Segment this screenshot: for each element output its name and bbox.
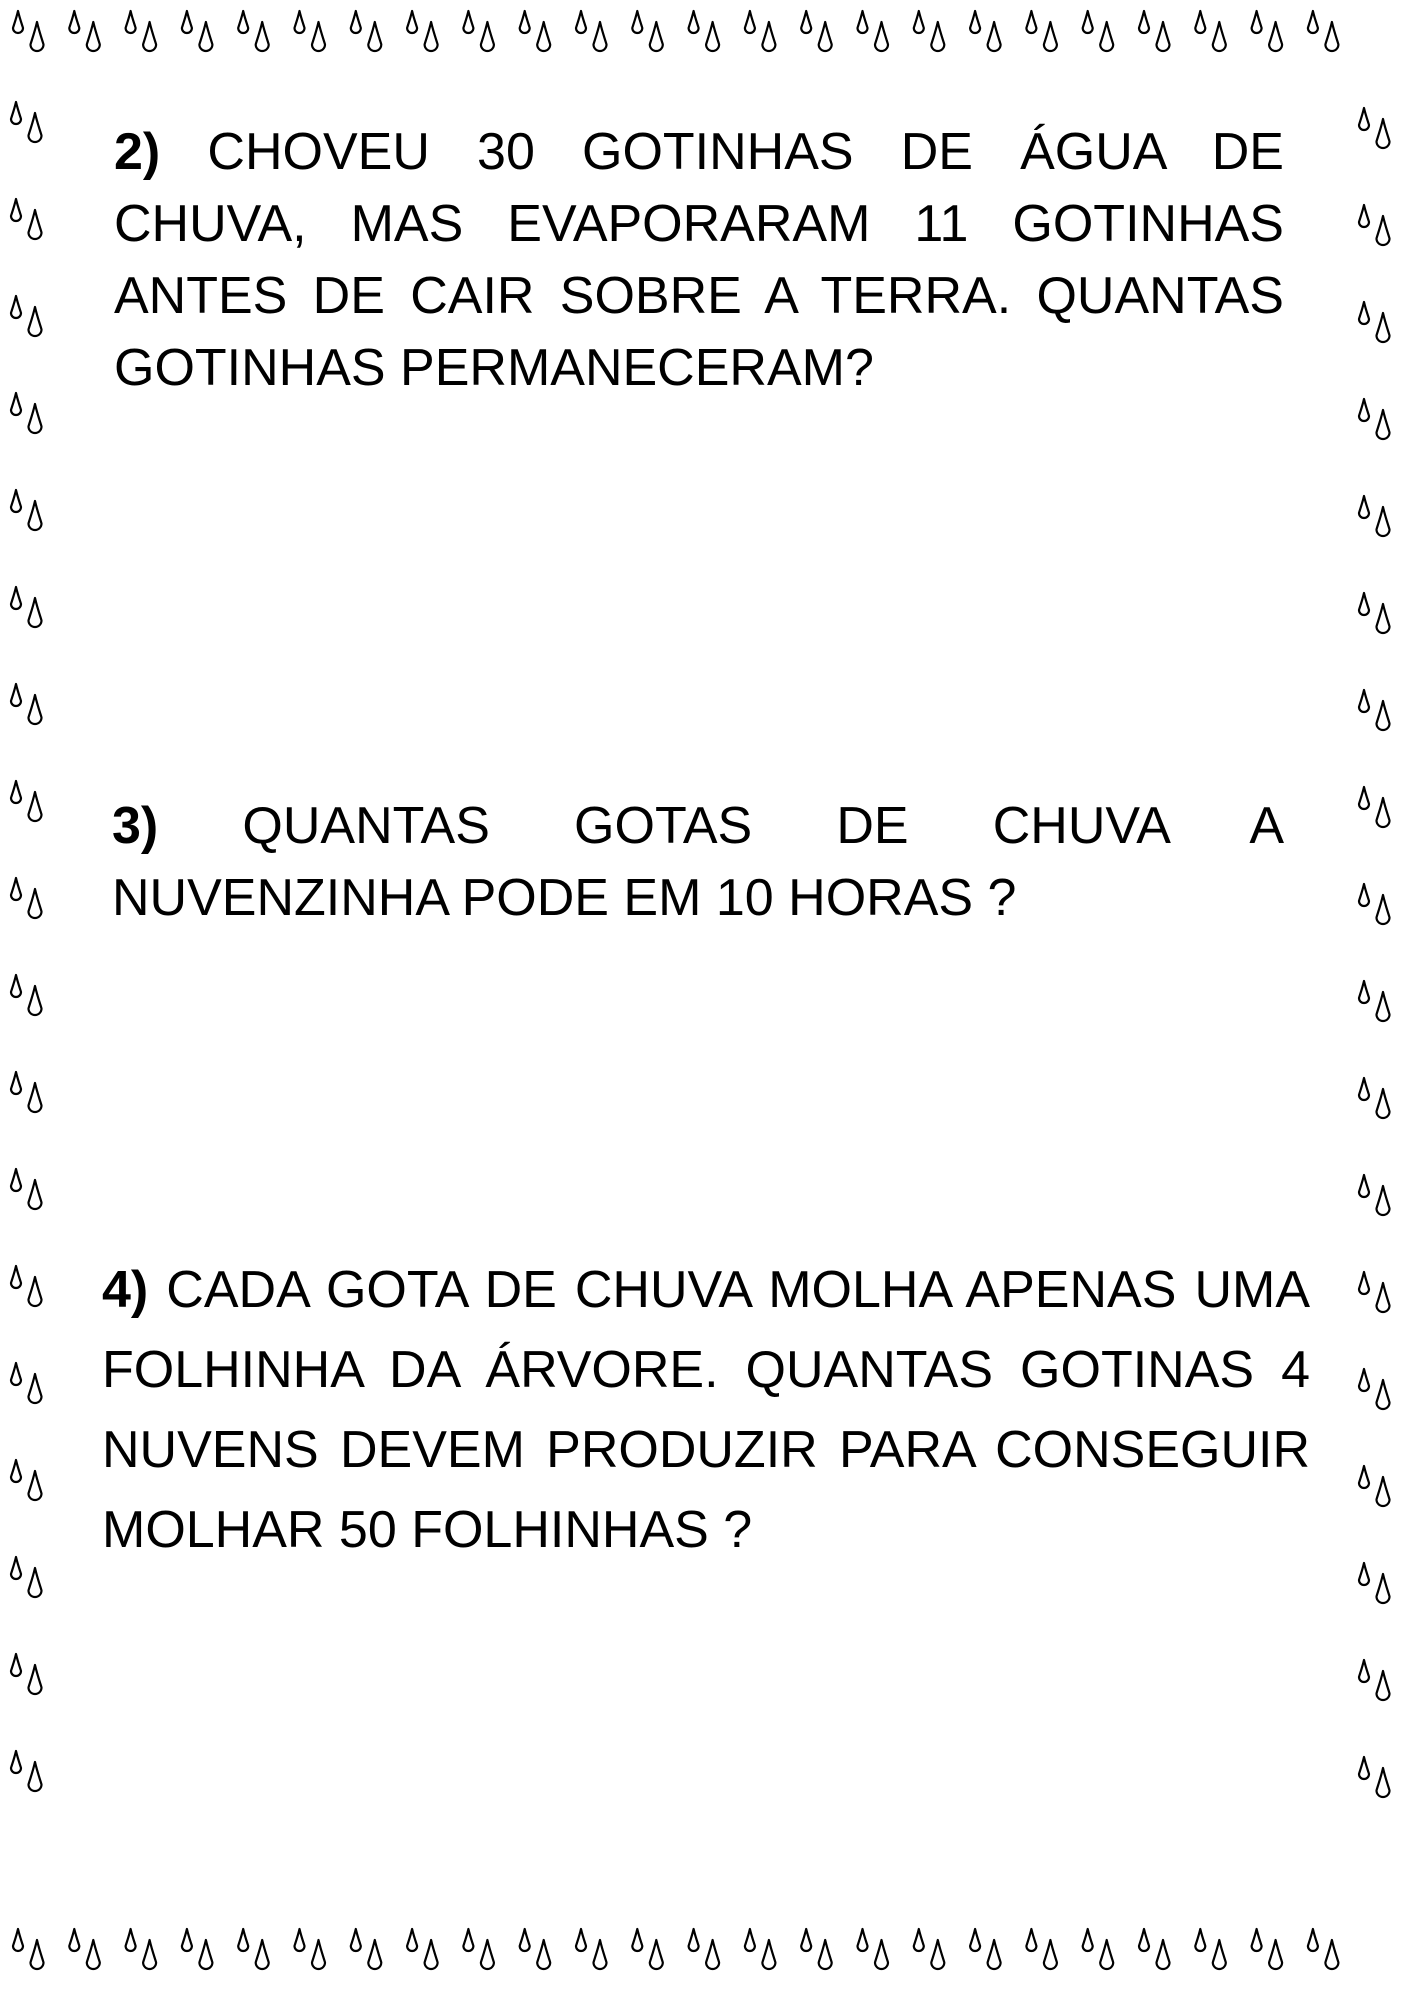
raindrop-pair-icon: [745, 1929, 776, 1969]
raindrop-pair-icon: [238, 11, 269, 51]
raindrop-pair-icon: [11, 296, 42, 336]
raindrop-pair-icon: [632, 11, 663, 51]
question-3: [112, 790, 1284, 934]
raindrop-pair-icon: [801, 1929, 832, 1969]
raindrop-pair-icon: [1359, 1563, 1390, 1603]
raindrop-pair-icon: [576, 11, 607, 51]
raindrop-pair-icon: [1359, 302, 1390, 342]
raindrop-pair-icon: [1359, 787, 1390, 827]
question-2-number: 2): [114, 123, 161, 181]
raindrop-pair-icon: [1026, 11, 1057, 51]
raindrop-pair-icon: [11, 975, 42, 1015]
raindrop-pair-icon: [13, 1929, 44, 1969]
raindrop-pair-icon: [351, 1929, 382, 1969]
raindrop-pair-icon: [1252, 11, 1283, 51]
raindrop-pair-icon: [11, 1266, 42, 1306]
raindrop-pair-icon: [1195, 1929, 1226, 1969]
raindrop-pair-icon: [970, 11, 1001, 51]
raindrop-pair-icon: [11, 781, 42, 821]
raindrop-pair-icon: [351, 11, 382, 51]
raindrop-pair-icon: [970, 1929, 1001, 1969]
raindrop-pair-icon: [11, 878, 42, 918]
raindrop-pair-icon: [1359, 1272, 1390, 1312]
question-4-text: CADA GOTA DE CHUVA MOLHA APENAS UMA FOLHINHA DA ÁRVORE. QUANTAS GOTINAS 4 NUVENS DEVEM PRODUZIR PARA CONSEGUIR MOLHAR 50 FOLHINHAS ?: [102, 1261, 1310, 1559]
raindrop-pair-icon: [1195, 11, 1226, 51]
raindrop-pair-icon: [1359, 1466, 1390, 1506]
raindrop-pair-icon: [11, 393, 42, 433]
raindrop-pair-icon: [295, 11, 326, 51]
raindrop-pair-icon: [1083, 1929, 1114, 1969]
raindrop-pair-icon: [11, 1169, 42, 1209]
raindrop-pair-icon: [1359, 1660, 1390, 1700]
question-2: [114, 116, 1284, 404]
raindrop-pair-icon: [11, 199, 42, 239]
question-4: [102, 1250, 1310, 1570]
raindrop-pair-icon: [11, 1557, 42, 1597]
raindrop-pair-icon: [858, 11, 889, 51]
raindrop-pair-icon: [11, 1460, 42, 1500]
raindrop-pair-icon: [11, 684, 42, 724]
raindrop-pair-icon: [1359, 884, 1390, 924]
question-3-text: QUANTAS GOTAS DE CHUVA A NUVENZINHA PODE EM 10 HORAS ?: [112, 797, 1285, 927]
raindrop-pair-icon: [914, 1929, 945, 1969]
raindrop-pair-icon: [11, 587, 42, 627]
raindrop-pair-icon: [520, 11, 551, 51]
raindrop-pair-icon: [463, 1929, 494, 1969]
raindrop-pair-icon: [576, 1929, 607, 1969]
raindrop-pair-icon: [745, 11, 776, 51]
raindrop-pair-icon: [295, 1929, 326, 1969]
raindrop-pair-icon: [238, 1929, 269, 1969]
raindrop-pair-icon: [11, 1751, 42, 1791]
raindrop-pair-icon: [11, 1363, 42, 1403]
raindrop-pair-icon: [1359, 593, 1390, 633]
raindrop-pair-icon: [1359, 1757, 1390, 1797]
raindrop-pair-icon: [1252, 1929, 1283, 1969]
raindrop-pair-icon: [632, 1929, 663, 1969]
raindrop-pair-icon: [407, 11, 438, 51]
raindrop-pair-icon: [11, 1654, 42, 1694]
raindrop-pair-icon: [126, 11, 157, 51]
raindrop-pair-icon: [11, 1072, 42, 1112]
raindrop-pair-icon: [1359, 108, 1390, 148]
raindrop-pair-icon: [1359, 399, 1390, 439]
raindrop-pair-icon: [1083, 11, 1114, 51]
question-3-number: 3): [112, 797, 159, 855]
raindrop-pair-icon: [1359, 1078, 1390, 1118]
raindrop-pair-icon: [463, 11, 494, 51]
raindrop-pair-icon: [1308, 1929, 1339, 1969]
raindrop-pair-icon: [407, 1929, 438, 1969]
raindrop-pair-icon: [1359, 205, 1390, 245]
raindrop-pair-icon: [1139, 11, 1170, 51]
raindrop-pair-icon: [69, 1929, 100, 1969]
raindrop-pair-icon: [182, 1929, 213, 1969]
raindrop-pair-icon: [126, 1929, 157, 1969]
raindrop-pair-icon: [689, 1929, 720, 1969]
raindrop-pair-icon: [11, 490, 42, 530]
raindrop-pair-icon: [1359, 496, 1390, 536]
raindrop-pair-icon: [689, 11, 720, 51]
raindrop-pair-icon: [11, 102, 42, 142]
raindrop-pair-icon: [1026, 1929, 1057, 1969]
raindrop-pair-icon: [858, 1929, 889, 1969]
raindrop-pair-icon: [69, 11, 100, 51]
raindrop-pair-icon: [1308, 11, 1339, 51]
question-4-number: 4): [102, 1261, 149, 1319]
raindrop-pair-icon: [801, 11, 832, 51]
raindrop-pair-icon: [1359, 981, 1390, 1021]
raindrop-pair-icon: [1359, 690, 1390, 730]
raindrop-pair-icon: [13, 11, 44, 51]
question-2-text: CHOVEU 30 GOTINHAS DE ÁGUA DE CHUVA, MAS EVAPORARAM 11 GOTINHAS ANTES DE CAIR SOBRE A TERRA. QUANTAS GOTINHAS PERMANECERAM?: [114, 123, 1284, 397]
raindrop-pair-icon: [1359, 1369, 1390, 1409]
raindrop-pair-icon: [520, 1929, 551, 1969]
raindrop-pair-icon: [1139, 1929, 1170, 1969]
raindrop-pair-icon: [1359, 1175, 1390, 1215]
raindrop-pair-icon: [182, 11, 213, 51]
raindrop-pair-icon: [914, 11, 945, 51]
